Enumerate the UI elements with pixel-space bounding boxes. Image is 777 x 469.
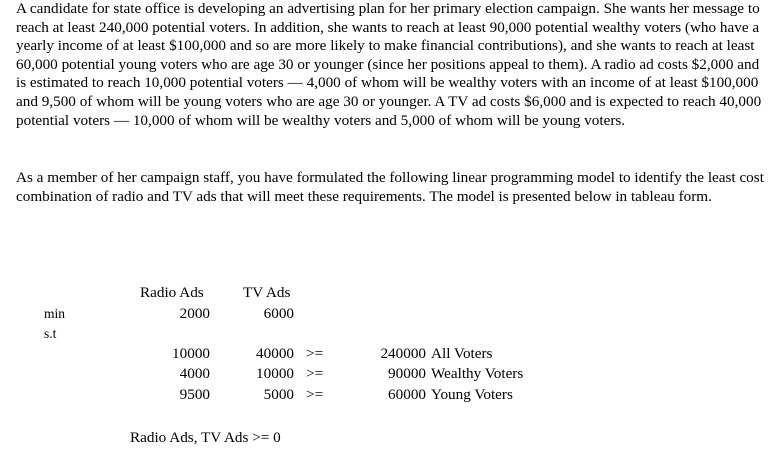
nonnegativity-constraint: Radio Ads, TV Ads >= 0: [130, 429, 281, 446]
constraint-2-tv: 10000: [256, 365, 294, 382]
constraint-2-rhs: 90000: [388, 365, 426, 382]
constraint-2-radio: 4000: [179, 365, 210, 382]
objective-tv: 6000: [263, 305, 294, 322]
problem-paragraph-2: As a member of her campaign staff, you have formulated the following linear programming model to identify the least cost combination of radio and TV ads that will meet these requirements. The model is presented below in tableau form.: [16, 169, 764, 205]
constraint-1-tv: 40000: [256, 345, 294, 362]
min-label: min: [44, 306, 66, 321]
problem-paragraph-1: A candidate for state office is developing an advertising plan for her primary election campaign. She wants her message to reach at least 240,000 potential voters. In addition, she wants to reach at least 90,000 potential wealthy voters (who have a yearly income of at least $100,000 and so are more likely to make financial contributions), and she wants to reach at least 60,000 potential young voters who are age 30 or younger (since her positions appeal to them). A radio ad costs $2,000 and is estimated to reach 10,000 potential voters — 4,000 of whom will be wealthy voters with an income of at least $100,000 and 9,500 of whom will be young voters who are age 30 or younger. A TV ad costs $6,000 and is expected to reach 40,000 potential voters — 10,000 of whom will be wealthy voters and 5,000 of whom will be young voters.: [16, 0, 762, 129]
header-radio-ads: Radio Ads: [140, 284, 204, 301]
constraint-3-rhs: 60000: [388, 386, 426, 403]
constraint-2-name: Wealthy Voters: [431, 365, 524, 382]
constraint-3-name: Young Voters: [431, 386, 513, 403]
constraint-1-radio: 10000: [172, 345, 210, 362]
constraint-1-name: All Voters: [431, 345, 493, 362]
constraint-3-operator: >=: [306, 386, 324, 403]
constraint-1-rhs: 240000: [380, 345, 426, 362]
objective-radio: 2000: [179, 305, 210, 322]
constraint-3-radio: 9500: [179, 386, 210, 403]
header-tv-ads: TV Ads: [243, 284, 291, 301]
constraint-2-operator: >=: [306, 365, 324, 382]
constraint-1-operator: >=: [306, 345, 324, 362]
st-label: s.t: [44, 326, 57, 341]
constraint-3-tv: 5000: [263, 386, 294, 403]
